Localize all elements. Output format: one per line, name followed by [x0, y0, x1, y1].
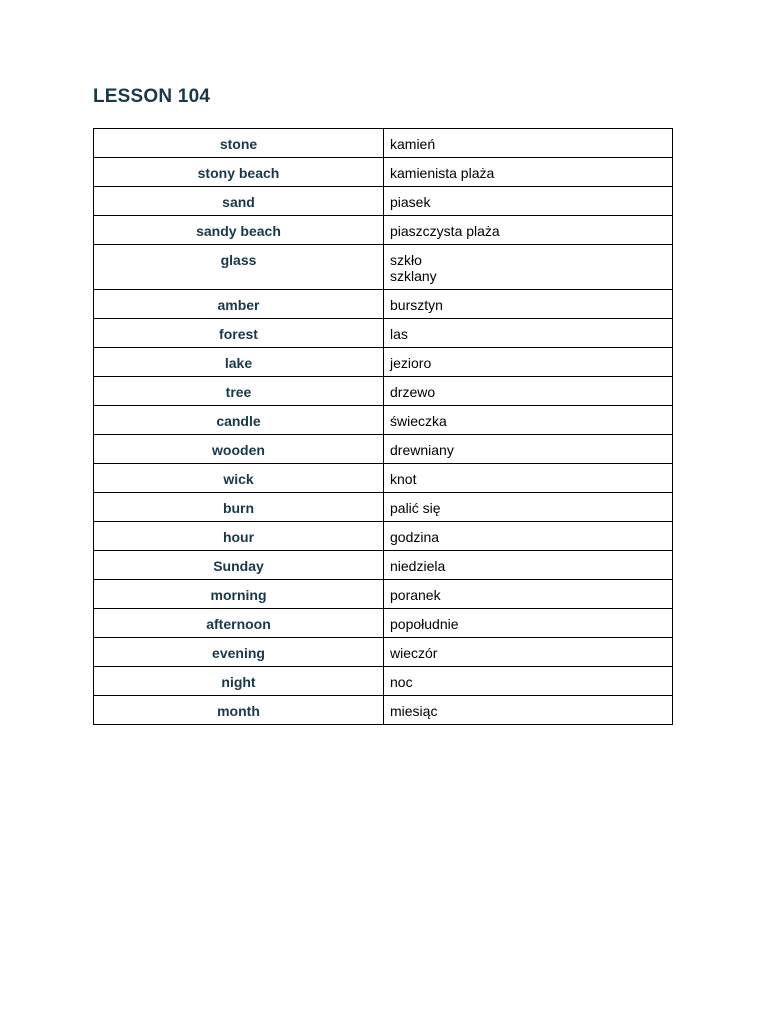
english-word: candle — [94, 406, 384, 435]
vocab-row — [94, 464, 673, 493]
english-word: month — [94, 696, 384, 725]
vocab-row — [94, 406, 673, 435]
english-word: amber — [94, 290, 384, 319]
polish-translation — [384, 638, 673, 667]
polish-translation — [384, 493, 673, 522]
vocab-row — [94, 551, 673, 580]
english-word: night — [94, 667, 384, 696]
polish-translation — [384, 129, 673, 158]
vocabulary-table-body — [94, 129, 673, 725]
english-word: forest — [94, 319, 384, 348]
polish-translation-line: piasek — [390, 194, 431, 210]
english-word: wooden — [94, 435, 384, 464]
polish-translation — [384, 216, 673, 245]
vocab-row — [94, 245, 673, 290]
vocab-row — [94, 158, 673, 187]
polish-translation-line: las — [390, 326, 408, 342]
polish-translation-line: poranek — [390, 587, 441, 603]
vocab-row — [94, 580, 673, 609]
english-word: burn — [94, 493, 384, 522]
vocab-row — [94, 348, 673, 377]
vocab-row — [94, 435, 673, 464]
polish-translation — [384, 406, 673, 435]
vocab-row — [94, 129, 673, 158]
polish-translation-line: bursztyn — [390, 297, 443, 313]
polish-translation — [384, 667, 673, 696]
english-word: sand — [94, 187, 384, 216]
english-word: lake — [94, 348, 384, 377]
vocab-row — [94, 319, 673, 348]
vocab-row — [94, 609, 673, 638]
polish-translation-line: drewniany — [390, 442, 454, 458]
english-word: Sunday — [94, 551, 384, 580]
polish-translation — [384, 245, 673, 290]
polish-translation-line: palić się — [390, 500, 441, 516]
polish-translation-line: kamień — [390, 136, 436, 152]
polish-translation — [384, 609, 673, 638]
english-word: sandy beach — [94, 216, 384, 245]
polish-translation — [384, 290, 673, 319]
vocab-row — [94, 522, 673, 551]
polish-translation — [384, 522, 673, 551]
polish-translation — [384, 464, 673, 493]
polish-translation — [384, 551, 673, 580]
polish-translation-line: szklany — [390, 268, 437, 284]
english-word: afternoon — [94, 609, 384, 638]
polish-translation — [384, 377, 673, 406]
polish-translation — [384, 319, 673, 348]
vocabulary-table — [93, 128, 673, 725]
polish-translation-line: popołudnie — [390, 616, 459, 632]
polish-translation-line: godzina — [390, 529, 440, 545]
polish-translation — [384, 348, 673, 377]
english-word: morning — [94, 580, 384, 609]
polish-translation-line: piaszczysta plaża — [390, 223, 500, 239]
vocab-row — [94, 377, 673, 406]
polish-translation-line: niedziela — [390, 558, 446, 574]
polish-translation-line: kamienista plaża — [390, 165, 495, 181]
vocab-row — [94, 493, 673, 522]
polish-translation — [384, 435, 673, 464]
polish-translation-line: szkło — [390, 252, 422, 268]
vocab-row — [94, 667, 673, 696]
polish-translation-line: drzewo — [390, 384, 436, 400]
polish-translation-line: noc — [390, 674, 413, 690]
english-word: stone — [94, 129, 384, 158]
polish-translation — [384, 580, 673, 609]
polish-translation-line: wieczór — [390, 645, 438, 661]
polish-translation — [384, 187, 673, 216]
polish-translation-line: knot — [390, 471, 417, 487]
polish-translation — [384, 158, 673, 187]
polish-translation — [384, 696, 673, 725]
vocab-row — [94, 696, 673, 725]
polish-translation-line: jezioro — [390, 355, 432, 371]
english-word: hour — [94, 522, 384, 551]
vocab-row — [94, 638, 673, 667]
polish-translation-line: świeczka — [390, 413, 447, 429]
vocab-row — [94, 187, 673, 216]
page-title: LESSON 104 — [93, 86, 211, 107]
polish-translation-line: miesiąc — [390, 703, 438, 719]
english-word: wick — [94, 464, 384, 493]
vocab-row — [94, 290, 673, 319]
english-word: stony beach — [94, 158, 384, 187]
vocab-row — [94, 216, 673, 245]
english-word: tree — [94, 377, 384, 406]
english-word: glass — [94, 245, 384, 290]
english-word: evening — [94, 638, 384, 667]
